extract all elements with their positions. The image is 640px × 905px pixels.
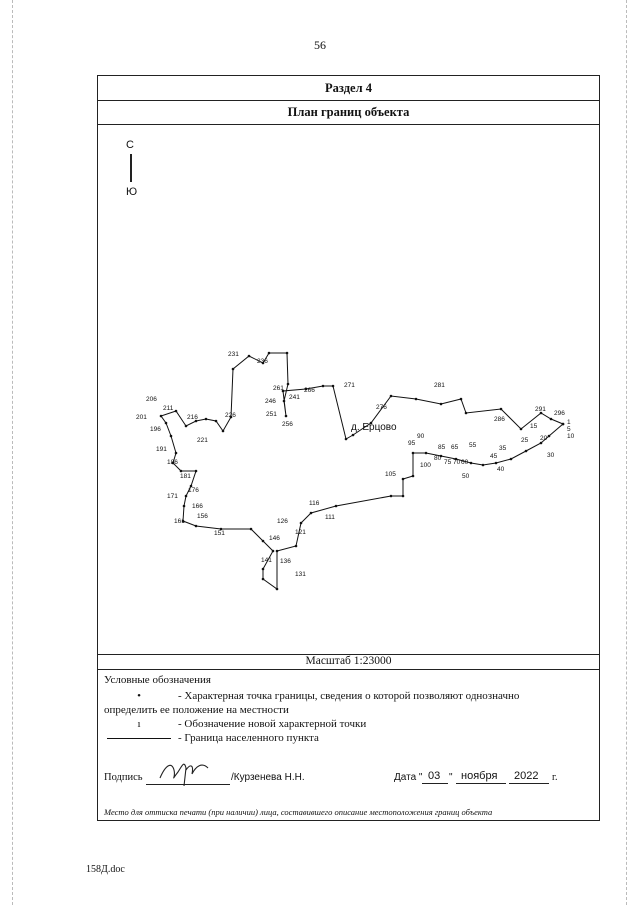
- boundary-point: [402, 495, 405, 498]
- scale-label: Масштаб 1:23000: [98, 654, 599, 670]
- boundary-point: [183, 505, 186, 508]
- point-label: 241: [289, 394, 300, 401]
- boundary-point: [520, 428, 523, 431]
- point-label: 251: [266, 411, 277, 418]
- point-label: 296: [554, 410, 565, 417]
- point-label: 181: [180, 473, 191, 480]
- boundary-point: [232, 368, 235, 371]
- point-label: 291: [535, 406, 546, 413]
- boundary-point: [165, 422, 168, 425]
- point-label: 131: [295, 571, 306, 578]
- point-label: 30: [547, 452, 555, 459]
- boundary-point: [222, 430, 225, 433]
- point-label: 50: [462, 473, 470, 480]
- boundary-point: [215, 420, 218, 423]
- document-filename: 158Д.doc: [86, 864, 125, 875]
- point-label: 60: [461, 459, 469, 466]
- boundary-point: [180, 470, 183, 473]
- point-label: 116: [309, 500, 320, 507]
- point-label: 196: [150, 426, 161, 433]
- point-label: 206: [146, 396, 157, 403]
- boundary-point: [415, 398, 418, 401]
- boundary-point: [286, 352, 289, 355]
- legend-title: Условные обозначения: [104, 674, 211, 686]
- point-label: 40: [497, 466, 505, 473]
- point-label: 191: [156, 446, 167, 453]
- date-day: 03: [428, 770, 441, 782]
- boundary-point: [283, 400, 286, 403]
- boundary-point: [470, 462, 473, 465]
- point-label: 85: [438, 444, 446, 451]
- point-label: 5: [567, 426, 571, 433]
- boundary-point: [562, 423, 565, 426]
- point-label: 146: [269, 535, 280, 542]
- point-label: 176: [188, 487, 199, 494]
- point-label: 25: [521, 437, 529, 444]
- point-label: 201: [136, 414, 147, 421]
- right-margin-line: [626, 0, 627, 905]
- signature-row: [104, 770, 594, 788]
- legend-item: [104, 689, 594, 703]
- legend-item: [104, 717, 594, 731]
- point-label: 151: [214, 530, 225, 537]
- boundary-point: [262, 540, 265, 543]
- point-label: 256: [282, 421, 293, 428]
- legend-item-continuation-text: определить ее положение на местности: [104, 704, 289, 716]
- point-label: 35: [499, 445, 507, 452]
- point-label: 100: [420, 462, 431, 469]
- stamp-footnote: Место для оттиска печати (при наличии) лица, составившего описание местоположения границ объекта: [104, 807, 493, 817]
- signature-label: Подпись: [104, 772, 143, 783]
- boundary-point: [285, 415, 288, 418]
- boundary-point: [262, 578, 265, 581]
- boundary-point: [335, 505, 338, 508]
- point-label: 55: [469, 442, 477, 449]
- boundary-point: [185, 495, 188, 498]
- point-label: 126: [277, 518, 288, 525]
- legend-item-text: - Обозначение новой характерной точки: [178, 718, 367, 730]
- date-year: 2022: [514, 770, 539, 782]
- boundary-point: [250, 528, 253, 531]
- point-label: 261: [273, 385, 284, 392]
- boundary-point: [248, 355, 251, 358]
- boundary-map: [98, 124, 599, 655]
- point-label: 166: [192, 503, 203, 510]
- boundary-point: [287, 383, 290, 386]
- point-label: 266: [304, 387, 315, 394]
- page-number: 56: [314, 38, 326, 52]
- point-label: 105: [385, 471, 396, 478]
- left-margin-line: [12, 0, 13, 905]
- point-label: 111: [325, 514, 335, 521]
- point-label: 211: [163, 405, 174, 412]
- point-label: 216: [187, 414, 198, 421]
- point-label: 10: [567, 433, 575, 440]
- point-label: 161: [174, 518, 185, 525]
- point-label: 70: [453, 459, 461, 466]
- boundary-point: [268, 352, 271, 355]
- legend: [104, 673, 594, 745]
- section-title: Раздел 4: [98, 76, 599, 101]
- boundary-point: [310, 512, 313, 515]
- boundary-point: [440, 403, 443, 406]
- boundary-point: [510, 458, 513, 461]
- point-label: 271: [344, 382, 355, 389]
- boundary-point: [262, 568, 265, 571]
- boundary-point: [412, 475, 415, 478]
- boundary-point: [525, 450, 528, 453]
- signer-name: /Курзенева Н.Н.: [231, 772, 305, 783]
- point-label: 95: [408, 440, 416, 447]
- point-label: 65: [451, 444, 459, 451]
- point-label: 45: [490, 453, 498, 460]
- point-label: 286: [494, 416, 505, 423]
- point-label: 75: [444, 459, 452, 466]
- point-label: 15: [530, 423, 538, 430]
- date-year-suffix: г.: [552, 772, 558, 783]
- date-year-underline: [509, 783, 549, 784]
- legend-item: [104, 731, 594, 745]
- handwritten-signature-icon: [156, 756, 216, 788]
- boundary-point: [540, 442, 543, 445]
- boundary-point: [332, 385, 335, 388]
- legend-item-text: - Характерная точка границы, сведения о которой позволяют однозначно: [178, 690, 520, 702]
- boundary-point: [548, 435, 551, 438]
- point-label: 236: [257, 358, 268, 365]
- point-label: 136: [280, 558, 291, 565]
- point-label: 221: [197, 437, 208, 444]
- point-label: 1: [567, 419, 571, 426]
- boundary-point: [300, 522, 303, 525]
- point-label: 171: [167, 493, 178, 500]
- point-label: 20: [540, 435, 548, 442]
- boundary-point: [276, 550, 279, 553]
- point-dot-icon: •: [137, 690, 141, 702]
- boundary-point: [345, 438, 348, 441]
- boundary-point: [272, 550, 275, 553]
- compass-north-label: С: [126, 139, 134, 151]
- point-label: 231: [228, 351, 239, 358]
- legend-item-continuation: [104, 703, 594, 717]
- boundary-point: [500, 408, 503, 411]
- boundary-point: [295, 545, 298, 548]
- boundary-point: [390, 495, 393, 498]
- date-label: Дата ": [394, 772, 423, 783]
- boundary-point: [195, 470, 198, 473]
- boundary-point: [170, 435, 173, 438]
- boundary-point: [402, 478, 405, 481]
- point-label: 246: [265, 398, 276, 405]
- date-month: ноября: [461, 770, 498, 782]
- point-label: 226: [225, 412, 236, 419]
- point-label: 156: [197, 513, 208, 520]
- boundary-point: [322, 385, 325, 388]
- plan-title: План границ объекта: [98, 100, 599, 125]
- boundary-point: [390, 395, 393, 398]
- boundary-point: [175, 410, 178, 413]
- point-label: 276: [376, 404, 387, 411]
- new-point-icon: ı: [137, 718, 141, 730]
- date-month-underline: [456, 783, 506, 784]
- legend-item-text: - Граница населенного пункта: [178, 732, 319, 744]
- boundary-plan-svg: [98, 124, 601, 654]
- boundary-point: [160, 415, 163, 418]
- point-label: 90: [417, 433, 425, 440]
- point-label: 121: [295, 529, 306, 536]
- boundary-point: [412, 452, 415, 455]
- compass-south-label: Ю: [126, 186, 138, 198]
- boundary-point: [465, 412, 468, 415]
- point-label: 281: [434, 382, 445, 389]
- boundary-point: [352, 434, 355, 437]
- settlement-label: д. Ерцово: [351, 422, 397, 433]
- boundary-point: [205, 418, 208, 421]
- boundary-point: [195, 525, 198, 528]
- point-label: 141: [261, 557, 272, 564]
- document-frame: [97, 75, 600, 821]
- boundary-point: [482, 464, 485, 467]
- boundary-point: [460, 398, 463, 401]
- boundary-point: [276, 588, 279, 591]
- point-label: 80: [434, 455, 442, 462]
- boundary-point: [495, 462, 498, 465]
- date-quote-close: ": [449, 772, 453, 783]
- boundary-point: [185, 425, 188, 428]
- point-label: 186: [167, 459, 178, 466]
- boundary-line-icon: [104, 731, 174, 745]
- boundary-point: [550, 418, 553, 421]
- date-day-underline: [422, 783, 448, 784]
- boundary-point: [175, 452, 178, 455]
- boundary-point: [425, 452, 428, 455]
